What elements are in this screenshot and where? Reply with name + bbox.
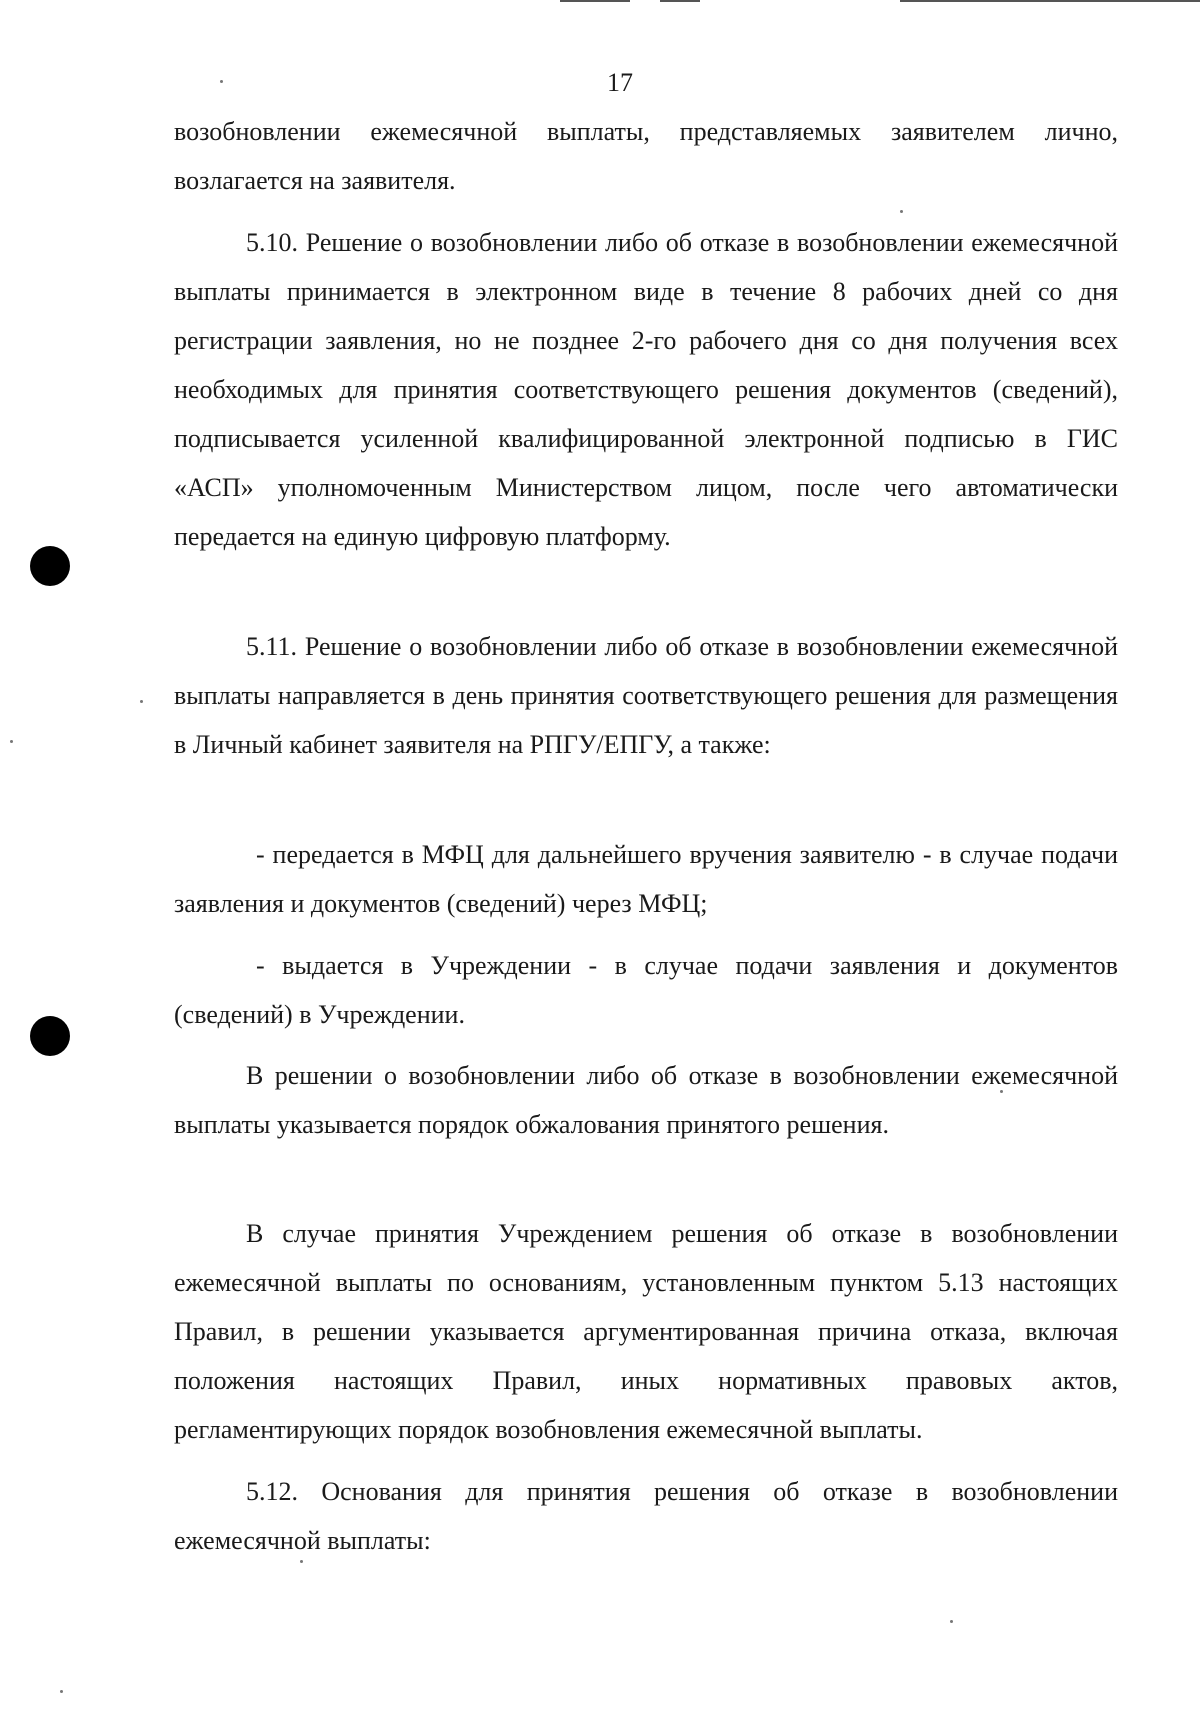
paragraph-text: 5.11. Решение о возобновлении либо об отказе в возобновлении ежемесячной выплаты направляется в день принятия соответствующего решения для размещения в Личный кабинет заявителя на РПГУ/ЕПГУ, а также: — [174, 632, 1118, 759]
scan-speck — [10, 740, 13, 743]
paragraph-text: возобновлении ежемесячной выплаты, представляемых заявителем лично, возлагается на заявителя. — [174, 117, 1118, 195]
scan-edge-mark — [900, 0, 1200, 2]
paragraph-refusal-reason — [174, 1209, 1118, 1454]
page-number: 17 — [607, 68, 633, 97]
scan-speck — [140, 700, 143, 703]
paragraph-continuation — [174, 107, 1118, 205]
paragraph-text: В случае принятия Учреждением решения об отказе в возобновлении ежемесячной выплаты по основаниям, установленным пунктом 5.13 настоящих Правил, в решении указывается аргументированная причина отказа, включая положения настоящих Правил, иных нормативных правовых актов, регламентирующих порядок возобновления ежемесячной выплаты. — [174, 1219, 1118, 1444]
paragraph-5-12 — [174, 1467, 1118, 1565]
list-item-text: - выдается в Учреждении - в случае подачи заявления и документов (сведений) в Учреждении. — [174, 951, 1118, 1029]
list-item-text: - передается в МФЦ для дальнейшего вручения заявителю - в случае подачи заявления и документов (сведений) через МФЦ; — [174, 840, 1118, 918]
paragraph-text: 5.10. Решение о возобновлении либо об отказе в возобновлении ежемесячной выплаты принимается в электронном виде в течение 8 рабочих дней со дня регистрации заявления, но не позднее 2-го рабочего дня со дня получения всех необходимых для принятия соответствующего решения документов (сведений), подписывается усиленной квалифицированной электронной подписью в ГИС «АСП» уполномоченным Министерством лицом, после чего автоматически передается на единую цифровую платформу. — [174, 228, 1118, 551]
punch-hole-top — [30, 546, 70, 586]
list-item-institution — [174, 941, 1118, 1039]
scan-speck — [950, 1620, 953, 1623]
scan-edge-mark — [660, 0, 700, 2]
punch-hole-bottom — [30, 1016, 70, 1056]
list-item-mfc — [174, 830, 1118, 928]
paragraph-5-11 — [174, 622, 1118, 769]
scan-speck — [900, 210, 903, 213]
paragraph-5-10 — [174, 218, 1118, 561]
paragraph-appeal-procedure — [174, 1051, 1118, 1149]
scan-speck — [60, 1690, 63, 1693]
scan-edge-mark — [560, 0, 630, 2]
paragraph-text: 5.12. Основания для принятия решения об отказе в возобновлении ежемесячной выплаты: — [174, 1477, 1118, 1555]
paragraph-text: В решении о возобновлении либо об отказе в возобновлении ежемесячной выплаты указывается порядок обжалования принятого решения. — [174, 1061, 1118, 1139]
